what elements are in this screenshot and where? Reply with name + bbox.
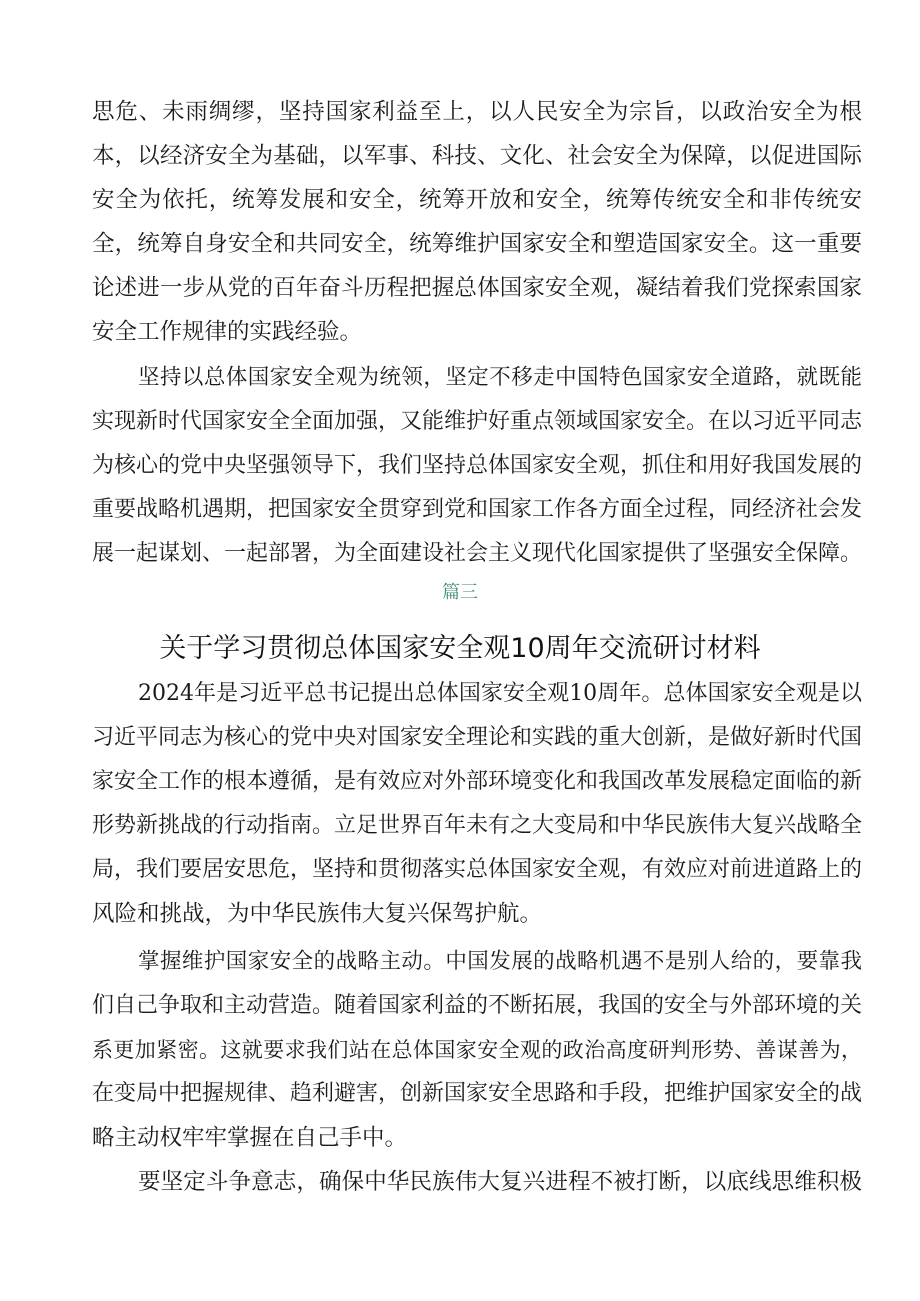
section-label: 篇三 xyxy=(442,582,478,603)
body-text-line: 2024年是习近平总书记提出总体国家安全观10周年。总体国家安全观是以 xyxy=(138,681,862,706)
body-text-line: 安全为依托，统筹发展和安全，统筹开放和安全，统筹传统安全和非传统安 xyxy=(92,187,862,213)
body-text-line: 安全工作规律的实践经验。 xyxy=(92,319,363,345)
body-text-line: 本，以经济安全为基础，以军事、科技、文化、社会安全为保障，以促进国际 xyxy=(92,143,862,169)
document-title: 关于学习贯彻总体国家安全观10周年交流研讨材料 xyxy=(159,633,761,664)
body-text-line: 家安全工作的根本遵循，是有效应对外部环境变化和我国改革发展稳定面临的新 xyxy=(92,769,862,794)
body-text-line: 思危、未雨绸缪，坚持国家利益至上，以人民安全为宗旨，以政治安全为根 xyxy=(92,99,862,125)
body-text-line: 们自己争取和主动营造。随着国家利益的不断拓展，我国的安全与外部环境的关 xyxy=(92,993,862,1018)
body-text-line: 全，统筹自身安全和共同安全，统筹维护国家安全和塑造国家安全。这一重要 xyxy=(92,231,862,257)
body-text-line: 为核心的党中央坚强领导下，我们坚持总体国家安全观，抓住和用好我国发展的 xyxy=(92,453,862,478)
body-text-line: 重要战略机遇期，把国家安全贯穿到党和国家工作各方面全过程，同经济社会发 xyxy=(92,497,862,522)
body-text-line: 局，我们要居安思危，坚持和贯彻落实总体国家安全观，有效应对前进道路上的 xyxy=(92,857,862,882)
body-text-line: 掌握维护国家安全的战略主动。中国发展的战略机遇不是别人给的，要靠我 xyxy=(138,949,862,974)
body-text-line: 略主动权牢牢掌握在自己手中。 xyxy=(92,1125,408,1151)
body-text-line: 在变局中把握规律、趋利避害，创新国家安全思路和手段，把维护国家安全的战 xyxy=(92,1081,862,1106)
body-text-line: 习近平同志为核心的党中央对国家安全理论和实践的重大创新，是做好新时代国 xyxy=(92,725,862,750)
body-text-line: 实现新时代国家安全全面加强，又能维护好重点领域国家安全。在以习近平同志 xyxy=(92,409,862,434)
body-text-line: 形势新挑战的行动指南。立足世界百年未有之大变局和中华民族伟大复兴战略全 xyxy=(92,813,862,838)
body-text-line: 论述进一步从党的百年奋斗历程把握总体国家安全观，凝结着我们党探索国家 xyxy=(92,275,862,301)
body-text-line: 坚持以总体国家安全观为统领，坚定不移走中国特色国家安全道路，就既能 xyxy=(138,365,862,390)
body-text-line: 展一起谋划、一起部署，为全面建设社会主义现代化国家提供了坚强安全保障。 xyxy=(92,541,862,566)
body-text-line: 要坚定斗争意志，确保中华民族伟大复兴进程不被打断，以底线思维积极 xyxy=(138,1169,862,1195)
body-text-line: 系更加紧密。这就要求我们站在总体国家安全观的政治高度研判形势、善谋善为， xyxy=(92,1038,862,1062)
body-text-line: 风险和挑战，为中华民族伟大复兴保驾护航。 xyxy=(92,901,543,927)
